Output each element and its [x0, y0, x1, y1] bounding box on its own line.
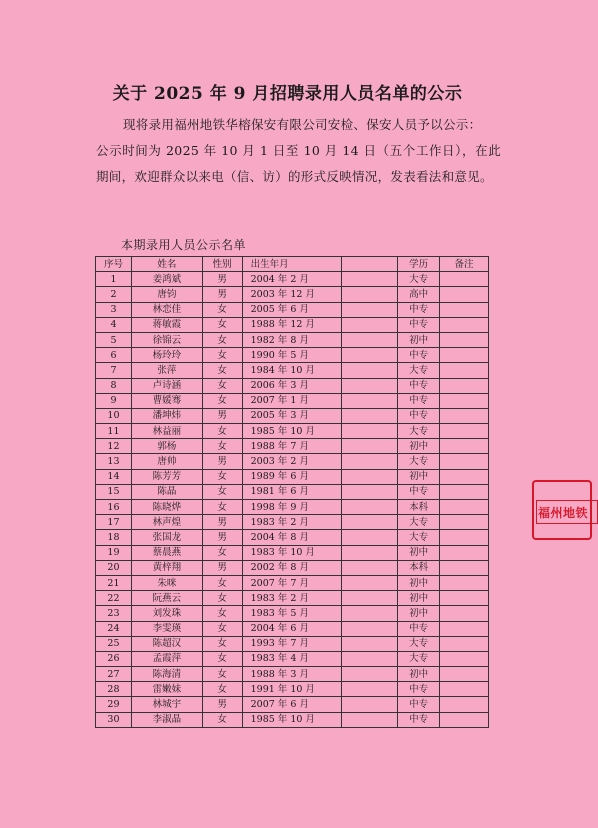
- cell-birth: 1988 年 3 月: [242, 667, 342, 682]
- cell-birth: 2004 年 2 月: [242, 272, 342, 287]
- cell-education: 中专: [398, 697, 440, 712]
- cell-birth: 1991 年 10 月: [242, 682, 342, 697]
- cell-blank: [342, 393, 398, 408]
- cell-gender: 女: [202, 636, 242, 651]
- cell-gender: 女: [202, 424, 242, 439]
- cell-remarks: [440, 408, 489, 423]
- cell-birth: 1988 年 7 月: [242, 439, 342, 454]
- cell-blank: [342, 636, 398, 651]
- cell-name: 林恋佳: [131, 302, 202, 317]
- cell-education: 本科: [398, 500, 440, 515]
- table-row: [96, 408, 489, 423]
- cell-birth: 2006 年 3 月: [242, 378, 342, 393]
- cell-seq: 24: [96, 621, 132, 636]
- table-row: [96, 500, 489, 515]
- cell-birth: 2007 年 1 月: [242, 393, 342, 408]
- cell-birth: 2005 年 3 月: [242, 408, 342, 423]
- table-row: [96, 682, 489, 697]
- header-remarks: 备注: [440, 257, 489, 272]
- cell-seq: 2: [96, 287, 132, 302]
- cell-blank: [342, 515, 398, 530]
- table-row: [96, 606, 489, 621]
- cell-seq: 4: [96, 317, 132, 332]
- cell-name: 陈芳芳: [131, 469, 202, 484]
- cell-remarks: [440, 545, 489, 560]
- cell-seq: 30: [96, 712, 132, 727]
- cell-name: 林城宇: [131, 697, 202, 712]
- table-row: [96, 348, 489, 363]
- cell-education: 高中: [398, 287, 440, 302]
- cell-remarks: [440, 363, 489, 378]
- table-row: [96, 545, 489, 560]
- cell-gender: 女: [202, 363, 242, 378]
- cell-seq: 7: [96, 363, 132, 378]
- cell-name: 雷嫩妹: [131, 682, 202, 697]
- cell-name: 朱咪: [131, 575, 202, 590]
- paragraph-body: 公示时间为 2025 年 10 月 1 日至 10 月 14 日（五个工作日），在此期间，欢迎群众以来电（信、访）的形式反映情况，发表看法和意见。: [96, 143, 501, 184]
- table-row: [96, 363, 489, 378]
- cell-seq: 22: [96, 591, 132, 606]
- cell-birth: 1983 年 2 月: [242, 515, 342, 530]
- table-row: [96, 332, 489, 347]
- cell-remarks: [440, 636, 489, 651]
- cell-remarks: [440, 302, 489, 317]
- cell-seq: 14: [96, 469, 132, 484]
- cell-remarks: [440, 393, 489, 408]
- cell-seq: 20: [96, 560, 132, 575]
- cell-education: 中专: [398, 484, 440, 499]
- cell-gender: 女: [202, 393, 242, 408]
- cell-blank: [342, 439, 398, 454]
- cell-name: 唐帅: [131, 454, 202, 469]
- table-row: [96, 272, 489, 287]
- table-row: [96, 712, 489, 727]
- cell-blank: [342, 651, 398, 666]
- cell-education: 初中: [398, 332, 440, 347]
- cell-name: 郭杨: [131, 439, 202, 454]
- cell-blank: [342, 530, 398, 545]
- cell-birth: 1983 年 2 月: [242, 591, 342, 606]
- cell-seq: 18: [96, 530, 132, 545]
- cell-blank: [342, 469, 398, 484]
- cell-gender: 女: [202, 348, 242, 363]
- cell-birth: 1985 年 10 月: [242, 424, 342, 439]
- roster-table: [95, 256, 489, 728]
- cell-blank: [342, 591, 398, 606]
- cell-blank: [342, 606, 398, 621]
- cell-education: 初中: [398, 667, 440, 682]
- table-row: [96, 378, 489, 393]
- table-row: [96, 287, 489, 302]
- cell-seq: 10: [96, 408, 132, 423]
- table-row: [96, 651, 489, 666]
- table-row: [96, 454, 489, 469]
- cell-seq: 26: [96, 651, 132, 666]
- cell-blank: [342, 454, 398, 469]
- table-row: [96, 591, 489, 606]
- cell-seq: 29: [96, 697, 132, 712]
- cell-education: 大专: [398, 515, 440, 530]
- cell-remarks: [440, 591, 489, 606]
- cell-seq: 13: [96, 454, 132, 469]
- cell-gender: 女: [202, 575, 242, 590]
- cell-birth: 1983 年 10 月: [242, 545, 342, 560]
- cell-gender: 男: [202, 408, 242, 423]
- cell-name: 曹媛骞: [131, 393, 202, 408]
- cell-gender: 女: [202, 378, 242, 393]
- header-seq: 序号: [96, 257, 132, 272]
- cell-gender: 女: [202, 302, 242, 317]
- cell-blank: [342, 287, 398, 302]
- cell-name: 张萍: [131, 363, 202, 378]
- cell-seq: 1: [96, 272, 132, 287]
- cell-education: 大专: [398, 636, 440, 651]
- cell-education: 初中: [398, 545, 440, 560]
- cell-birth: 2007 年 6 月: [242, 697, 342, 712]
- cell-blank: [342, 682, 398, 697]
- cell-remarks: [440, 682, 489, 697]
- cell-name: 刘发珠: [131, 606, 202, 621]
- cell-remarks: [440, 439, 489, 454]
- cell-education: 大专: [398, 651, 440, 666]
- header-name: 姓名: [131, 257, 202, 272]
- cell-blank: [342, 332, 398, 347]
- cell-blank: [342, 317, 398, 332]
- cell-remarks: [440, 454, 489, 469]
- cell-gender: 女: [202, 651, 242, 666]
- cell-remarks: [440, 287, 489, 302]
- document-title: 关于 2025 年 9 月招聘录用人员名单的公示: [112, 84, 463, 104]
- cell-name: 潘坤炜: [131, 408, 202, 423]
- cell-seq: 25: [96, 636, 132, 651]
- cell-birth: 2004 年 8 月: [242, 530, 342, 545]
- header-birth: 出生年月: [242, 257, 342, 272]
- announcement-paragraph: [96, 112, 501, 190]
- cell-blank: [342, 484, 398, 499]
- table-row: [96, 469, 489, 484]
- cell-birth: 2007 年 7 月: [242, 575, 342, 590]
- cell-remarks: [440, 697, 489, 712]
- cell-education: 中专: [398, 317, 440, 332]
- cell-name: 李雯瑛: [131, 621, 202, 636]
- cell-birth: 1983 年 4 月: [242, 651, 342, 666]
- cell-name: 蒋敏霞: [131, 317, 202, 332]
- cell-education: 初中: [398, 469, 440, 484]
- cell-remarks: [440, 500, 489, 515]
- cell-blank: [342, 363, 398, 378]
- table-caption: 本期录用人员公示名单: [121, 238, 247, 252]
- cell-birth: 1982 年 8 月: [242, 332, 342, 347]
- cell-remarks: [440, 348, 489, 363]
- cell-blank: [342, 272, 398, 287]
- cell-blank: [342, 424, 398, 439]
- cell-education: 中专: [398, 621, 440, 636]
- cell-gender: 女: [202, 500, 242, 515]
- table-header-row: [96, 257, 489, 272]
- cell-birth: 2005 年 6 月: [242, 302, 342, 317]
- cell-gender: 女: [202, 332, 242, 347]
- cell-seq: 28: [96, 682, 132, 697]
- cell-seq: 21: [96, 575, 132, 590]
- cell-seq: 5: [96, 332, 132, 347]
- company-seal-stamp: [532, 480, 592, 540]
- table-row: [96, 424, 489, 439]
- paragraph-line-1: 现将录用福州地铁华榕保安有限公司安检、保安人员予以公示：: [123, 117, 482, 132]
- cell-remarks: [440, 469, 489, 484]
- cell-education: 中专: [398, 302, 440, 317]
- cell-birth: 1981 年 6 月: [242, 484, 342, 499]
- cell-gender: 女: [202, 667, 242, 682]
- cell-remarks: [440, 651, 489, 666]
- cell-name: 杨玲玲: [131, 348, 202, 363]
- cell-seq: 8: [96, 378, 132, 393]
- cell-gender: 女: [202, 545, 242, 560]
- cell-gender: 女: [202, 484, 242, 499]
- table-row: [96, 667, 489, 682]
- cell-remarks: [440, 378, 489, 393]
- cell-seq: 27: [96, 667, 132, 682]
- cell-name: 陈海清: [131, 667, 202, 682]
- cell-remarks: [440, 575, 489, 590]
- cell-birth: 1989 年 6 月: [242, 469, 342, 484]
- cell-name: 李淑晶: [131, 712, 202, 727]
- table-row: [96, 484, 489, 499]
- cell-birth: 2003 年 12 月: [242, 287, 342, 302]
- cell-education: 中专: [398, 348, 440, 363]
- cell-seq: 15: [96, 484, 132, 499]
- cell-education: 初中: [398, 439, 440, 454]
- cell-blank: [342, 500, 398, 515]
- cell-remarks: [440, 560, 489, 575]
- cell-blank: [342, 560, 398, 575]
- cell-education: 大专: [398, 424, 440, 439]
- cell-blank: [342, 545, 398, 560]
- cell-blank: [342, 697, 398, 712]
- cell-birth: 1985 年 10 月: [242, 712, 342, 727]
- cell-name: 徐锦云: [131, 332, 202, 347]
- cell-remarks: [440, 484, 489, 499]
- cell-gender: 男: [202, 515, 242, 530]
- cell-blank: [342, 667, 398, 682]
- cell-blank: [342, 348, 398, 363]
- cell-seq: 11: [96, 424, 132, 439]
- table-row: [96, 621, 489, 636]
- cell-education: 初中: [398, 575, 440, 590]
- cell-gender: 男: [202, 287, 242, 302]
- cell-gender: 女: [202, 469, 242, 484]
- cell-gender: 女: [202, 682, 242, 697]
- cell-remarks: [440, 667, 489, 682]
- cell-blank: [342, 621, 398, 636]
- table-row: [96, 636, 489, 651]
- cell-name: 唐钧: [131, 287, 202, 302]
- cell-gender: 女: [202, 591, 242, 606]
- cell-gender: 男: [202, 454, 242, 469]
- cell-name: 卢诗涵: [131, 378, 202, 393]
- cell-name: 黄梓翔: [131, 560, 202, 575]
- cell-seq: 23: [96, 606, 132, 621]
- cell-remarks: [440, 424, 489, 439]
- cell-education: 大专: [398, 272, 440, 287]
- table-row: [96, 515, 489, 530]
- cell-education: 大专: [398, 363, 440, 378]
- cell-education: 中专: [398, 682, 440, 697]
- cell-blank: [342, 302, 398, 317]
- cell-blank: [342, 408, 398, 423]
- header-blank: [342, 257, 398, 272]
- seal-text: 福州地铁: [538, 506, 589, 520]
- cell-education: 中专: [398, 408, 440, 423]
- cell-education: 中专: [398, 378, 440, 393]
- cell-gender: 男: [202, 560, 242, 575]
- header-gender: 性别: [202, 257, 242, 272]
- cell-remarks: [440, 332, 489, 347]
- cell-education: 中专: [398, 712, 440, 727]
- table-row: [96, 393, 489, 408]
- cell-birth: 2004 年 6 月: [242, 621, 342, 636]
- cell-name: 蔡晨燕: [131, 545, 202, 560]
- cell-gender: 女: [202, 606, 242, 621]
- cell-birth: 2003 年 2 月: [242, 454, 342, 469]
- cell-blank: [342, 575, 398, 590]
- cell-birth: 1983 年 5 月: [242, 606, 342, 621]
- cell-remarks: [440, 621, 489, 636]
- cell-blank: [342, 712, 398, 727]
- cell-gender: 男: [202, 530, 242, 545]
- cell-gender: 女: [202, 712, 242, 727]
- cell-seq: 3: [96, 302, 132, 317]
- cell-education: 初中: [398, 591, 440, 606]
- cell-remarks: [440, 530, 489, 545]
- cell-gender: 女: [202, 439, 242, 454]
- cell-birth: 1993 年 7 月: [242, 636, 342, 651]
- cell-education: 大专: [398, 530, 440, 545]
- cell-remarks: [440, 606, 489, 621]
- cell-remarks: [440, 272, 489, 287]
- cell-remarks: [440, 317, 489, 332]
- cell-birth: 2002 年 8 月: [242, 560, 342, 575]
- table-row: [96, 302, 489, 317]
- cell-gender: 女: [202, 621, 242, 636]
- cell-birth: 1984 年 10 月: [242, 363, 342, 378]
- cell-education: 中专: [398, 393, 440, 408]
- cell-seq: 12: [96, 439, 132, 454]
- table-row: [96, 697, 489, 712]
- table-row: [96, 317, 489, 332]
- cell-birth: 1990 年 5 月: [242, 348, 342, 363]
- table-row: [96, 439, 489, 454]
- cell-name: 林声煌: [131, 515, 202, 530]
- cell-name: 张国龙: [131, 530, 202, 545]
- cell-blank: [342, 378, 398, 393]
- cell-name: 林益丽: [131, 424, 202, 439]
- cell-seq: 9: [96, 393, 132, 408]
- cell-name: 陈晓烨: [131, 500, 202, 515]
- cell-name: 陈超汉: [131, 636, 202, 651]
- cell-name: 姜鸿斌: [131, 272, 202, 287]
- cell-gender: 男: [202, 272, 242, 287]
- cell-remarks: [440, 712, 489, 727]
- cell-gender: 女: [202, 317, 242, 332]
- cell-name: 阮燕云: [131, 591, 202, 606]
- table-row: [96, 560, 489, 575]
- cell-education: 大专: [398, 454, 440, 469]
- cell-seq: 19: [96, 545, 132, 560]
- cell-education: 本科: [398, 560, 440, 575]
- cell-gender: 男: [202, 697, 242, 712]
- cell-seq: 16: [96, 500, 132, 515]
- table-row: [96, 575, 489, 590]
- cell-remarks: [440, 515, 489, 530]
- cell-education: 初中: [398, 606, 440, 621]
- header-education: 学历: [398, 257, 440, 272]
- cell-birth: 1988 年 12 月: [242, 317, 342, 332]
- cell-name: 孟霞萍: [131, 651, 202, 666]
- cell-seq: 17: [96, 515, 132, 530]
- cell-seq: 6: [96, 348, 132, 363]
- table-row: [96, 530, 489, 545]
- cell-name: 陈晶: [131, 484, 202, 499]
- cell-birth: 1998 年 9 月: [242, 500, 342, 515]
